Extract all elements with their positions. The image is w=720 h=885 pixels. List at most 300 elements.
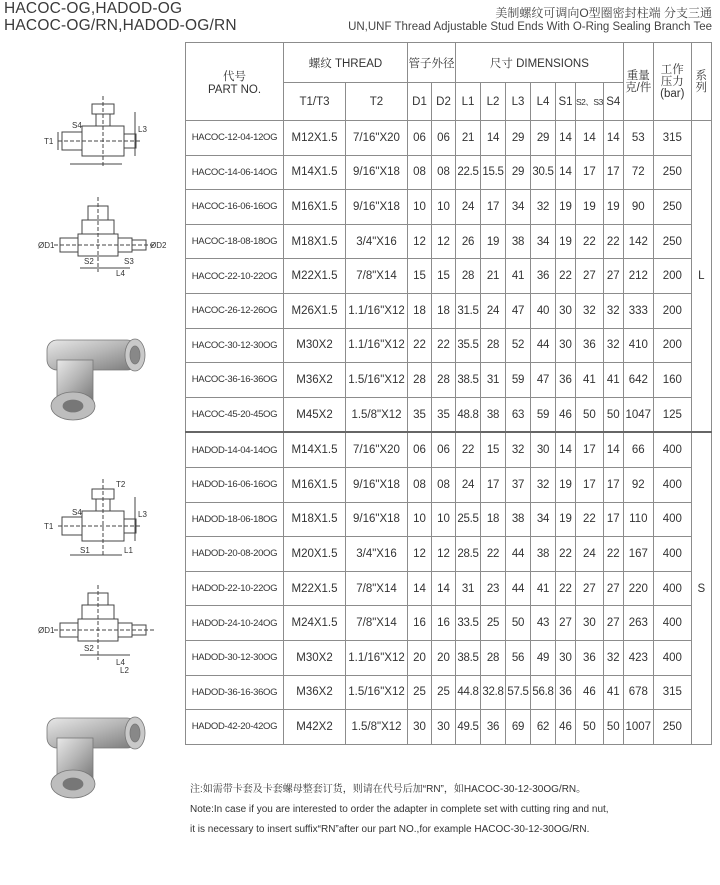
cell-s4: 32: [603, 328, 623, 363]
cell-s4: 50: [603, 397, 623, 432]
cell-l2: 17: [481, 467, 506, 502]
cell-t2: 1.5/16"X12: [346, 363, 408, 398]
cell-t2: 1.1/16"X12: [346, 293, 408, 328]
cell-l2: 24: [481, 293, 506, 328]
cell-part-no: HADOD-14-04-14OG: [186, 432, 284, 467]
cell-weight: 66: [623, 432, 653, 467]
cell-l2: 32.8: [481, 675, 506, 710]
cell-weight: 1007: [623, 710, 653, 745]
cell-l1: 38.5: [456, 363, 481, 398]
cell-d1: 10: [408, 190, 432, 225]
cell-l2: 22: [481, 537, 506, 572]
label-l3: L3: [138, 510, 147, 519]
cell-s2s3: 22: [576, 502, 604, 537]
cell-d2: 12: [432, 537, 456, 572]
cell-t2: 7/8"X14: [346, 606, 408, 641]
cell-s2s3: 32: [576, 293, 604, 328]
cell-d2: 22: [432, 328, 456, 363]
cell-l2: 25: [481, 606, 506, 641]
cell-s2s3: 17: [576, 155, 604, 190]
cell-l2: 19: [481, 224, 506, 259]
note-en-1: Note:In case if you are interested to order the adapter in complete set with cutting ring and nut,: [190, 804, 609, 815]
cell-pressure: 315: [653, 675, 691, 710]
cell-s4: 14: [603, 121, 623, 156]
cell-l3: 38: [506, 502, 531, 537]
cell-l4: 56.8: [531, 675, 556, 710]
cell-d2: 06: [432, 121, 456, 156]
table-row: [186, 190, 712, 225]
cell-l2: 23: [481, 571, 506, 606]
cell-weight: 1047: [623, 397, 653, 432]
label-d2: ØD2: [150, 241, 167, 250]
cell-s1: 46: [556, 397, 576, 432]
cell-l4: 49: [531, 640, 556, 675]
cell-part-no: HADOD-16-06-16OG: [186, 467, 284, 502]
cell-s4: 27: [603, 571, 623, 606]
header-series: [691, 43, 711, 121]
table-row: [186, 328, 712, 363]
cell-d1: 06: [408, 121, 432, 156]
cell-t1t3: M12X1.5: [284, 121, 346, 156]
cell-pressure: 250: [653, 224, 691, 259]
header-weight: [623, 43, 653, 121]
cell-l4: 44: [531, 328, 556, 363]
cell-l1: 31.5: [456, 293, 481, 328]
table-row: [186, 397, 712, 432]
cell-d1: 12: [408, 537, 432, 572]
cell-s4: 50: [603, 710, 623, 745]
cell-t1t3: M18X1.5: [284, 502, 346, 537]
label-t1: T1: [44, 522, 54, 531]
cell-d2: 10: [432, 190, 456, 225]
header-dimensions: 尺寸 DIMENSIONS: [456, 43, 624, 83]
cell-pressure: 400: [653, 432, 691, 467]
cell-l2: 18: [481, 502, 506, 537]
cell-s2s3: 24: [576, 537, 604, 572]
table-row: [186, 121, 712, 156]
cell-t1t3: M14X1.5: [284, 155, 346, 190]
cell-l1: 28.5: [456, 537, 481, 572]
cell-l3: 69: [506, 710, 531, 745]
label-l4: L4: [116, 269, 125, 278]
cell-d2: 20: [432, 640, 456, 675]
cell-s1: 14: [556, 121, 576, 156]
cell-s4: 32: [603, 293, 623, 328]
cell-weight: 678: [623, 675, 653, 710]
note-cn: 注:如需带卡套及卡套螺母整套订货，则请在代号后加“RN”，如HACOC-30-12-30OG/RN。: [190, 784, 587, 795]
cell-t1t3: M36X2: [284, 675, 346, 710]
cell-t2: 9/16"X18: [346, 155, 408, 190]
cell-l4: 30: [531, 432, 556, 467]
header-code-cn: 代号: [223, 70, 246, 83]
header-l4: L4: [531, 83, 556, 121]
table-row: [186, 293, 712, 328]
cell-s2s3: 41: [576, 363, 604, 398]
cell-part-no: HACOC-36-16-36OG: [186, 363, 284, 398]
cell-part-no: HADOD-36-16-36OG: [186, 675, 284, 710]
tee-drawing-s-series: [30, 475, 170, 675]
cell-l1: 48.8: [456, 397, 481, 432]
cell-pressure: 250: [653, 190, 691, 225]
cell-part-no: HADOD-18-06-18OG: [186, 502, 284, 537]
cell-l4: 40: [531, 293, 556, 328]
cell-d1: 35: [408, 397, 432, 432]
cell-part-no: HACOC-45-20-45OG: [186, 397, 284, 432]
cell-l2: 17: [481, 190, 506, 225]
cell-l3: 41: [506, 259, 531, 294]
table-row: [186, 571, 712, 606]
cell-t1t3: M16X1.5: [284, 467, 346, 502]
cell-t2: 1.1/16"X12: [346, 328, 408, 363]
cell-weight: 263: [623, 606, 653, 641]
cell-s1: 30: [556, 640, 576, 675]
cell-l4: 32: [531, 467, 556, 502]
cell-pressure: 250: [653, 710, 691, 745]
cell-l2: 28: [481, 640, 506, 675]
cell-l3: 38: [506, 224, 531, 259]
cell-d2: 06: [432, 432, 456, 467]
cell-l1: 28: [456, 259, 481, 294]
cell-d1: 25: [408, 675, 432, 710]
cell-t1t3: M45X2: [284, 397, 346, 432]
cell-s1: 36: [556, 675, 576, 710]
table-row: [186, 675, 712, 710]
tee-drawing-l-series: [30, 92, 170, 282]
cell-d1: 08: [408, 467, 432, 502]
cell-weight: 333: [623, 293, 653, 328]
table-row: [186, 640, 712, 675]
cell-d2: 30: [432, 710, 456, 745]
cell-l1: 33.5: [456, 606, 481, 641]
cell-t2: 7/8"X14: [346, 571, 408, 606]
cell-l4: 62: [531, 710, 556, 745]
cell-l4: 38: [531, 537, 556, 572]
cell-l3: 32: [506, 432, 531, 467]
cell-l4: 47: [531, 363, 556, 398]
cell-l3: 56: [506, 640, 531, 675]
cell-d1: 16: [408, 606, 432, 641]
series-cell: S: [691, 432, 711, 744]
cell-s1: 19: [556, 190, 576, 225]
cell-pressure: 200: [653, 328, 691, 363]
cell-t2: 1.5/16"X12: [346, 675, 408, 710]
cell-s1: 30: [556, 328, 576, 363]
cell-l4: 43: [531, 606, 556, 641]
cell-s4: 41: [603, 675, 623, 710]
cell-t1t3: M36X2: [284, 363, 346, 398]
cell-s2s3: 22: [576, 224, 604, 259]
table-row: [186, 710, 712, 745]
cell-s4: 17: [603, 155, 623, 190]
cell-weight: 167: [623, 537, 653, 572]
cell-l1: 22: [456, 432, 481, 467]
cell-l4: 29: [531, 121, 556, 156]
table-row: [186, 467, 712, 502]
cell-part-no: HACOC-16-06-16OG: [186, 190, 284, 225]
label-l3: L3: [138, 125, 147, 134]
cell-weight: 92: [623, 467, 653, 502]
cell-part-no: HADOD-30-12-30OG: [186, 640, 284, 675]
table-row: [186, 432, 712, 467]
cell-weight: 72: [623, 155, 653, 190]
cell-s2s3: 46: [576, 675, 604, 710]
cell-d2: 28: [432, 363, 456, 398]
cell-l4: 30.5: [531, 155, 556, 190]
tee-photo-s-series: [35, 700, 155, 810]
table-row: [186, 224, 712, 259]
cell-weight: 642: [623, 363, 653, 398]
header-s2s3: S2、S3: [576, 83, 604, 121]
cell-s1: 19: [556, 467, 576, 502]
cell-s1: 30: [556, 293, 576, 328]
cell-d2: 10: [432, 502, 456, 537]
cell-s1: 19: [556, 224, 576, 259]
cell-d2: 18: [432, 293, 456, 328]
cell-s4: 19: [603, 190, 623, 225]
cell-l3: 34: [506, 190, 531, 225]
cell-part-no: HACOC-26-12-26OG: [186, 293, 284, 328]
cell-s2s3: 30: [576, 606, 604, 641]
cell-pressure: 400: [653, 640, 691, 675]
cell-t2: 3/4"X16: [346, 537, 408, 572]
cell-l2: 15.5: [481, 155, 506, 190]
header-weight-text: 重量 克/件: [625, 69, 652, 94]
cell-pressure: 125: [653, 397, 691, 432]
header-s1: S1: [556, 83, 576, 121]
header-thread: 螺纹 THREAD: [284, 43, 408, 83]
cell-weight: 142: [623, 224, 653, 259]
cell-l3: 52: [506, 328, 531, 363]
header-d2: D2: [432, 83, 456, 121]
header-l1: L1: [456, 83, 481, 121]
label-t1: T1: [44, 137, 54, 146]
cell-s4: 14: [603, 432, 623, 467]
cell-l2: 31: [481, 363, 506, 398]
cell-s4: 17: [603, 502, 623, 537]
cell-d1: 10: [408, 502, 432, 537]
header-code-en: PART NO.: [207, 83, 262, 96]
cell-s2s3: 50: [576, 710, 604, 745]
table-row: [186, 259, 712, 294]
title-line-2: HACOC-OG/RN,HADOD-OG/RN: [4, 17, 237, 34]
cell-weight: 90: [623, 190, 653, 225]
cell-t1t3: M42X2: [284, 710, 346, 745]
cell-s4: 41: [603, 363, 623, 398]
cell-l3: 63: [506, 397, 531, 432]
cell-weight: 423: [623, 640, 653, 675]
header-series-text: 系 列: [695, 69, 708, 94]
header-t1t3: T1/T3: [284, 83, 346, 121]
cell-weight: 220: [623, 571, 653, 606]
cell-l1: 35.5: [456, 328, 481, 363]
label-l4: L4: [116, 658, 125, 667]
label-s1: S1: [80, 546, 90, 555]
cell-pressure: 250: [653, 155, 691, 190]
cell-s1: 36: [556, 363, 576, 398]
tee-photo-l-series: [35, 320, 155, 430]
cell-l2: 14: [481, 121, 506, 156]
cell-t1t3: M18X1.5: [284, 224, 346, 259]
cell-pressure: 200: [653, 259, 691, 294]
cell-weight: 212: [623, 259, 653, 294]
cell-s2s3: 17: [576, 432, 604, 467]
cell-pressure: 315: [653, 121, 691, 156]
cell-d2: 08: [432, 467, 456, 502]
cell-l2: 21: [481, 259, 506, 294]
cell-t1t3: M14X1.5: [284, 432, 346, 467]
cell-pressure: 400: [653, 571, 691, 606]
series-cell: L: [691, 121, 711, 433]
cell-d1: 08: [408, 155, 432, 190]
cell-t1t3: M26X1.5: [284, 293, 346, 328]
label-s4: S4: [72, 121, 82, 130]
header-pressure: [653, 43, 691, 121]
cell-part-no: HACOC-14-06-14OG: [186, 155, 284, 190]
label-d1: ØD1: [38, 241, 55, 250]
label-l2: L2: [120, 666, 129, 675]
cell-d1: 14: [408, 571, 432, 606]
cell-t2: 1.5/8"X12: [346, 397, 408, 432]
chinese-title: 美制螺纹可调向O型圈密封柱端 分支三通: [495, 6, 712, 20]
cell-s1: 22: [556, 259, 576, 294]
label-s2: S2: [84, 257, 94, 266]
table-row: [186, 606, 712, 641]
table-row: [186, 363, 712, 398]
label-s2: S2: [84, 644, 94, 653]
cell-l1: 22.5: [456, 155, 481, 190]
page-title: [4, 0, 237, 34]
cell-s4: 27: [603, 259, 623, 294]
cell-t1t3: M22X1.5: [284, 571, 346, 606]
cell-s2s3: 36: [576, 640, 604, 675]
cell-l3: 37: [506, 467, 531, 502]
cell-part-no: HACOC-12-04-12OG: [186, 121, 284, 156]
cell-t1t3: M20X1.5: [284, 537, 346, 572]
cell-l2: 28: [481, 328, 506, 363]
cell-l3: 29: [506, 121, 531, 156]
cell-t2: 1.1/16"X12: [346, 640, 408, 675]
cell-t2: 7/16"X20: [346, 121, 408, 156]
cell-s2s3: 19: [576, 190, 604, 225]
cell-s1: 14: [556, 155, 576, 190]
order-notes: [190, 780, 609, 840]
cell-d2: 14: [432, 571, 456, 606]
note-en-2: it is necessary to insert suffix“RN”after our part NO.,for example HACOC-30-12-30OG/RN.: [190, 824, 590, 835]
cell-t2: 7/8"X14: [346, 259, 408, 294]
cell-d1: 22: [408, 328, 432, 363]
cell-t2: 9/16"X18: [346, 502, 408, 537]
cell-s1: 22: [556, 571, 576, 606]
cell-l3: 50: [506, 606, 531, 641]
cell-s2s3: 14: [576, 121, 604, 156]
cell-l4: 34: [531, 224, 556, 259]
cell-l1: 21: [456, 121, 481, 156]
cell-l3: 44: [506, 537, 531, 572]
cell-d2: 08: [432, 155, 456, 190]
cell-d1: 20: [408, 640, 432, 675]
cell-s1: 46: [556, 710, 576, 745]
cell-part-no: HADOD-24-10-24OG: [186, 606, 284, 641]
cell-d1: 18: [408, 293, 432, 328]
cell-part-no: HADOD-22-10-22OG: [186, 571, 284, 606]
label-s4: S4: [72, 508, 82, 517]
cell-pressure: 400: [653, 502, 691, 537]
cell-d1: 12: [408, 224, 432, 259]
cell-weight: 410: [623, 328, 653, 363]
cell-weight: 110: [623, 502, 653, 537]
label-d1: ØD1: [38, 626, 55, 635]
cell-s1: 27: [556, 606, 576, 641]
cell-l1: 24: [456, 190, 481, 225]
cell-t2: 3/4"X16: [346, 224, 408, 259]
header-l3: L3: [506, 83, 531, 121]
label-t2: T2: [116, 480, 126, 489]
header-part-no: [186, 43, 284, 121]
cell-t1t3: M24X1.5: [284, 606, 346, 641]
cell-d1: 30: [408, 710, 432, 745]
cell-pressure: 200: [653, 293, 691, 328]
cell-l4: 59: [531, 397, 556, 432]
spec-table: [185, 42, 712, 745]
cell-t2: 1.5/8"X12: [346, 710, 408, 745]
cell-l4: 41: [531, 571, 556, 606]
cell-pressure: 400: [653, 467, 691, 502]
header-s4: S4: [603, 83, 623, 121]
cell-pressure: 400: [653, 537, 691, 572]
cell-s4: 22: [603, 224, 623, 259]
table-row: [186, 155, 712, 190]
english-title: UN,UNF Thread Adjustable Stud Ends With O-Ring Sealing Branch Tee: [348, 21, 712, 33]
cell-l3: 59: [506, 363, 531, 398]
cell-l4: 36: [531, 259, 556, 294]
cell-weight: 53: [623, 121, 653, 156]
cell-t2: 7/16"X20: [346, 432, 408, 467]
cell-l2: 36: [481, 710, 506, 745]
cell-s1: 19: [556, 502, 576, 537]
cell-part-no: HADOD-42-20-42OG: [186, 710, 284, 745]
header-t2: T2: [346, 83, 408, 121]
cell-l2: 15: [481, 432, 506, 467]
cell-l3: 44: [506, 571, 531, 606]
cell-s1: 14: [556, 432, 576, 467]
cell-l3: 29: [506, 155, 531, 190]
cell-l3: 57.5: [506, 675, 531, 710]
table-row: [186, 537, 712, 572]
cell-t1t3: M30X2: [284, 640, 346, 675]
cell-l1: 44.8: [456, 675, 481, 710]
cell-d2: 12: [432, 224, 456, 259]
cell-d2: 16: [432, 606, 456, 641]
cell-l1: 49.5: [456, 710, 481, 745]
cell-pressure: 400: [653, 606, 691, 641]
cell-s4: 27: [603, 606, 623, 641]
cell-d1: 15: [408, 259, 432, 294]
cell-s2s3: 27: [576, 571, 604, 606]
cell-s4: 32: [603, 640, 623, 675]
cell-l1: 26: [456, 224, 481, 259]
cell-s2s3: 36: [576, 328, 604, 363]
header-d1: D1: [408, 83, 432, 121]
table-row: [186, 502, 712, 537]
cell-l1: 38.5: [456, 640, 481, 675]
cell-l2: 38: [481, 397, 506, 432]
label-s3: S3: [124, 257, 134, 266]
cell-t2: 9/16"X18: [346, 190, 408, 225]
cell-pressure: 160: [653, 363, 691, 398]
cell-s4: 17: [603, 467, 623, 502]
cell-s2s3: 50: [576, 397, 604, 432]
cell-part-no: HACOC-18-08-18OG: [186, 224, 284, 259]
